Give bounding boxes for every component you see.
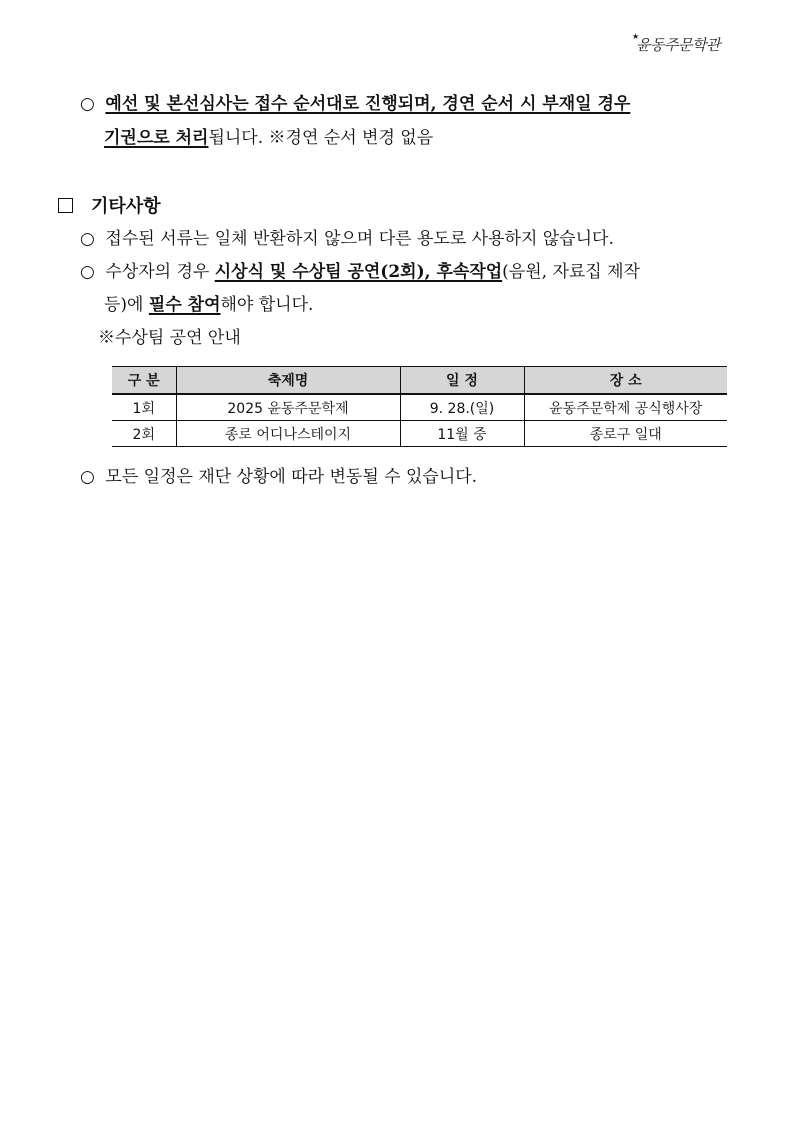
table-row <box>112 394 727 421</box>
item-text-pre: 등)에 <box>104 295 149 315</box>
item-text-post: (음원, 자료집 제작 <box>502 262 640 282</box>
section-title: 기타사항 <box>91 196 161 217</box>
header-cell: 장 소 <box>524 367 727 395</box>
table-cell: 윤동주문학제 공식행사장 <box>524 394 727 421</box>
item-bold-text: 시상식 및 수상팀 공연(2회), 후속작업 <box>214 262 503 282</box>
table-cell: 9. 28.(일) <box>400 394 524 421</box>
circle-bullet-icon: ○ <box>80 262 95 282</box>
table-cell: 2025 윤동주문학제 <box>176 394 400 421</box>
section-heading <box>58 192 161 218</box>
item-bold-required: 필수 참여 <box>148 295 221 315</box>
square-bullet-icon <box>58 198 73 213</box>
intro-line-2 <box>104 126 433 150</box>
star-icon: ★ <box>632 32 639 41</box>
intro-bold-forfeit: 기권으로 처리 <box>104 128 209 148</box>
header-cell: 구 분 <box>112 367 176 395</box>
item-text: 접수된 서류는 일체 반환하지 않으며 다른 용도로 사용하지 않습니다. <box>105 229 614 249</box>
table-header-row <box>112 367 727 395</box>
foundation-logo <box>632 32 740 64</box>
intro-bold-text: 예선 및 본선심사는 접수 순서대로 진행되며, 경연 순서 시 부재일 경우 <box>105 94 631 114</box>
performance-note: ※수상팀 공연 안내 <box>98 328 241 348</box>
table-cell: 종로구 일대 <box>524 421 727 447</box>
logo-text: 윤동주문학관 <box>636 36 720 54</box>
list-item <box>80 260 640 284</box>
circle-bullet-icon: ○ <box>80 467 95 487</box>
intro-line-1 <box>80 92 630 116</box>
performance-table <box>112 366 727 447</box>
item-text-pre: 수상자의 경우 <box>105 262 215 282</box>
header-cell: 축제명 <box>176 367 400 395</box>
header-cell: 일 정 <box>400 367 524 395</box>
intro-rest: 됩니다. ※경연 순서 변경 없음 <box>208 128 434 148</box>
table-cell: 2회 <box>112 421 176 447</box>
list-item-continued <box>104 293 313 317</box>
item-text: 모든 일정은 재단 상황에 따라 변동될 수 있습니다. <box>105 467 478 487</box>
list-item <box>80 227 614 251</box>
table-cell: 종로 어디나스테이지 <box>176 421 400 447</box>
table-row <box>112 421 727 447</box>
circle-bullet-icon: ○ <box>80 229 95 249</box>
table-cell: 1회 <box>112 394 176 421</box>
circle-bullet-icon: ○ <box>80 94 95 114</box>
list-item <box>80 465 477 489</box>
table-cell: 11월 중 <box>400 421 524 447</box>
item-text-post: 해야 합니다. <box>220 295 314 315</box>
